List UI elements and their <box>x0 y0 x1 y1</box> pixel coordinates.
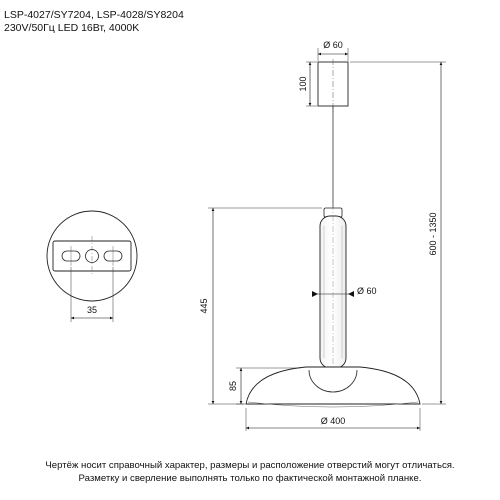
shade-diameter-label: Ø 400 <box>320 416 346 426</box>
canopy-diameter-label: Ø 60 <box>323 40 343 50</box>
body-height-label: 445 <box>199 298 209 314</box>
electrical-specs: 230V/50Гц LED 16Вт, 4000K <box>4 22 140 34</box>
canopy <box>318 59 348 112</box>
disclaimer-line-1: Чертёж носит справочный характер, размеры и расположение отверстий могут отличаться. <box>45 460 455 471</box>
tube-diameter-label: Ø 60 <box>357 286 377 296</box>
bracket-width-label: 35 <box>86 305 98 315</box>
lamp-shade <box>246 367 420 407</box>
canopy-height-label: 100 <box>298 76 308 92</box>
canopy-height-dimension <box>298 62 317 106</box>
lamp-tube <box>320 204 346 372</box>
model-names: LSP-4027/SY7204, LSP-4028/SY8204 <box>4 9 184 21</box>
disclaimer-line-2: Разметку и сверление выполнять только по фактической монтажной планке. <box>78 473 422 484</box>
mounting-bracket-detail <box>47 211 137 301</box>
total-height-dimension <box>350 62 446 404</box>
shade-diameter-dimension <box>246 408 420 431</box>
canopy-diameter-dimension <box>318 40 348 61</box>
shade-height-label: 85 <box>228 380 238 392</box>
total-height-label: 600 - 1350 <box>428 212 438 256</box>
